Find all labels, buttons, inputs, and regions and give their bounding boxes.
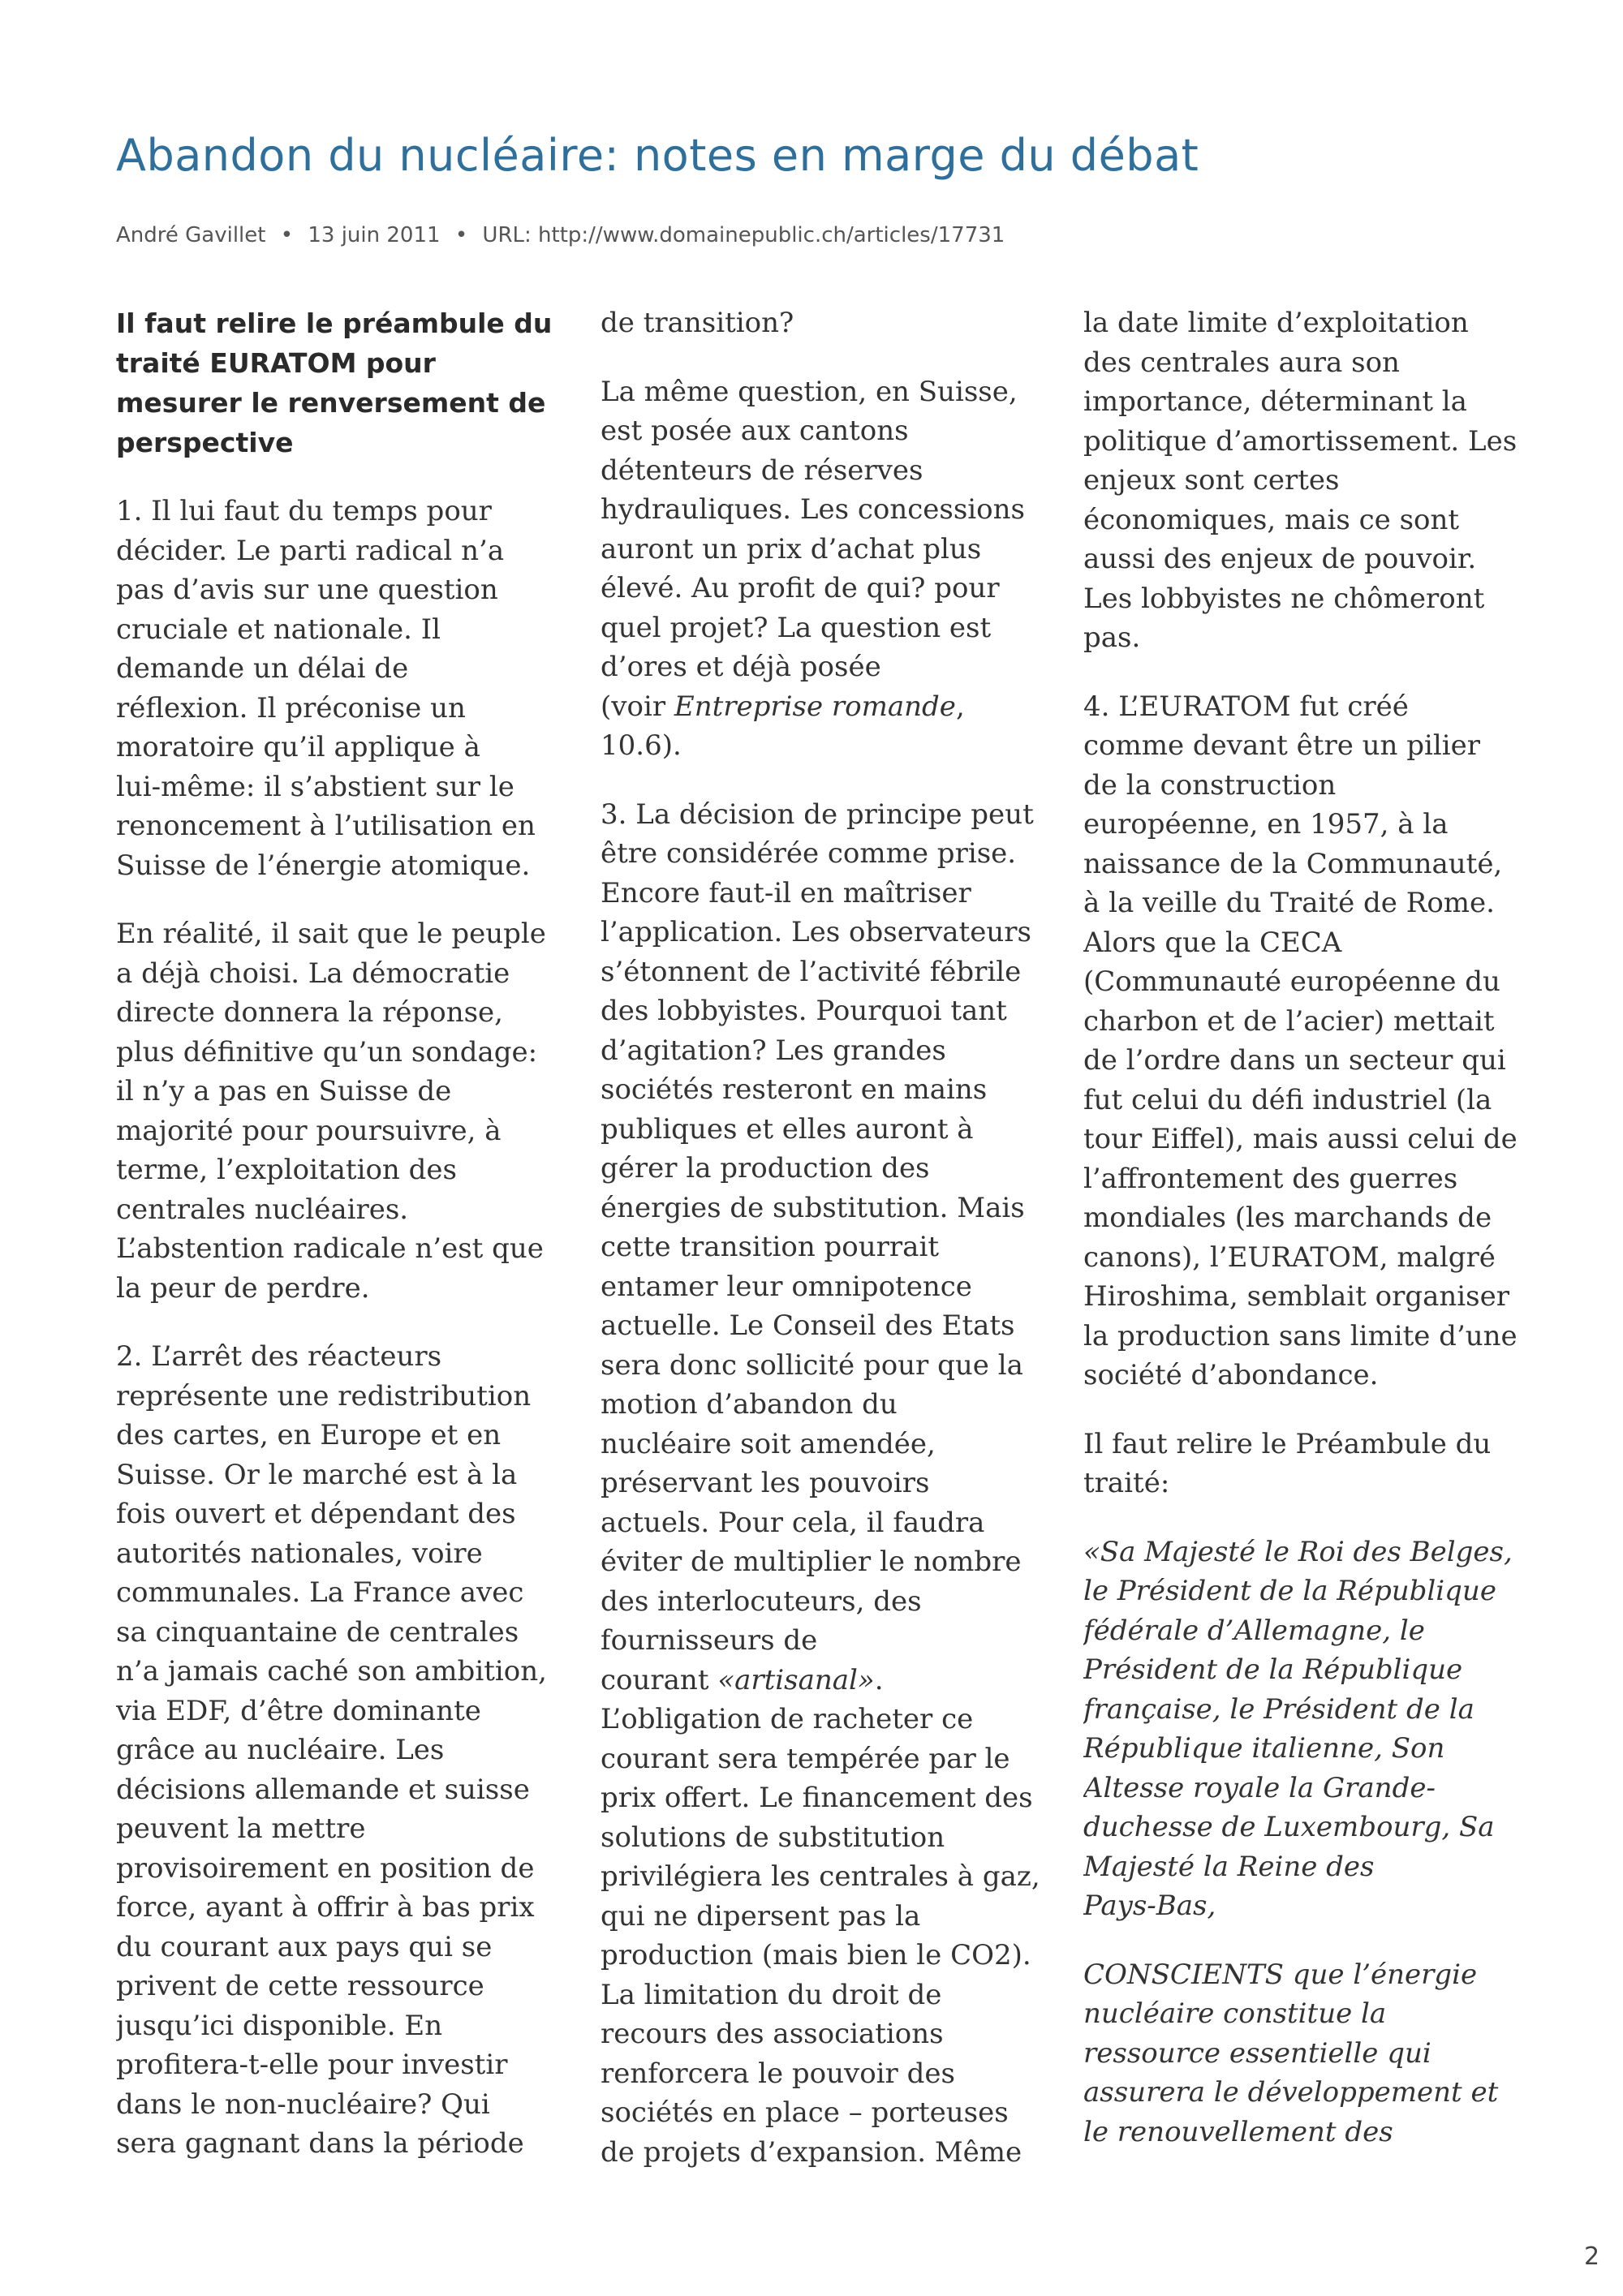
text-line: solutions de substitution [601, 1821, 945, 1854]
text-line: 1. Il lui faut du temps pour [116, 495, 492, 527]
treaty-quote [1083, 1533, 1526, 1926]
courant-line [601, 1661, 1043, 1701]
text-line: Pays-Bas, [1083, 1890, 1216, 1922]
text-line: nucléaire soit amendée, [601, 1427, 936, 1460]
text-line: Président de la République [1083, 1653, 1463, 1686]
treaty-quote [1083, 1955, 1526, 2152]
text-line: «Sa Majesté le Roi des Belges, [1083, 1535, 1513, 1568]
text-line: renforcera le pouvoir des [601, 2057, 955, 2090]
text-line: directe donnera la réponse, [116, 996, 503, 1029]
text-line: charbon et de l’acier) mettait [1083, 1004, 1495, 1038]
text-line: sa cinquantaine de centrales [116, 1615, 519, 1649]
text-line: le Président de la République [1083, 1575, 1496, 1607]
text-line: du courant aux pays qui se [116, 1930, 493, 1963]
text-line: la peur de perdre. [116, 1271, 370, 1305]
text-line: (Communauté européenne du [1083, 965, 1500, 998]
text-line: tour Eiffel), mais aussi celui de [1083, 1123, 1518, 1155]
paragraph [1083, 1425, 1526, 1503]
text-line: traité EURATOM pour [116, 347, 436, 379]
text-line: fois ouvert et dépendant des [116, 1498, 516, 1530]
text-line: de transition? [601, 307, 794, 339]
text-line: auront un prix d’achat plus [601, 532, 982, 565]
text-line: 3. La décision de principe peut [601, 798, 1034, 831]
ref-suffix: , [955, 690, 965, 723]
text-line: société d’abondance. [1083, 1359, 1379, 1391]
courant-quote: «artisanal» [717, 1663, 875, 1696]
text-line: CONSCIENTS que l’énergie [1083, 1958, 1478, 1991]
text-line: duchesse de Luxembourg, Sa [1083, 1811, 1495, 1843]
text-line: En réalité, il sait que le peuple [116, 918, 546, 950]
paragraph [116, 492, 558, 885]
text-line: recours des associations [601, 2018, 944, 2050]
text-line: enjeux sont certes [1083, 464, 1340, 497]
text-line: d’ores et déjà posée [601, 651, 881, 683]
text-line: décider. Le parti radical n’a [116, 534, 505, 567]
text-line: La limitation du droit de [601, 1978, 942, 2011]
text-line: 4. L’EURATOM fut créé [1083, 690, 1409, 723]
text-line: fédérale d’Allemagne, le [1083, 1614, 1425, 1647]
text-line: provisoirement en position de [116, 1851, 535, 1885]
text-line: privilégiera les centrales à gaz, [601, 1860, 1040, 1893]
text-line: a déjà choisi. La démocratie [116, 957, 510, 990]
text-line: communales. La France avec [116, 1576, 524, 1609]
text-line: mondiales (les marchands de [1083, 1202, 1492, 1234]
text-line: l’application. Les observateurs [601, 916, 1031, 948]
text-line: est posée aux cantons [601, 415, 909, 447]
text-line: la production sans limite d’une [1083, 1319, 1518, 1352]
ref-source-title: Entreprise romande [674, 690, 956, 723]
text-line: européenne, en 1957, à la [1083, 808, 1449, 841]
text-line: cette transition pourrait [601, 1231, 939, 1263]
text-line: Les lobbyistes ne chômeront [1083, 582, 1485, 615]
courant-suffix: . [874, 1663, 884, 1696]
paragraph [601, 372, 1043, 766]
text-line: sera gagnant dans la période [116, 2127, 524, 2160]
text-line: aussi des enjeux de pouvoir. [1083, 543, 1477, 575]
text-line: ressource essentielle qui [1083, 2036, 1431, 2070]
text-line: Il faut relire le Préambule du [1083, 1427, 1492, 1460]
text-line: peuvent la mettre [116, 1812, 366, 1845]
text-line: Alors que la CECA [1083, 926, 1342, 959]
paragraph [1083, 303, 1526, 658]
text-line: motion d’abandon du [601, 1388, 898, 1421]
text-line: réflexion. Il préconise un [116, 691, 466, 724]
paragraph [116, 1337, 558, 2164]
text-line: actuelle. Le Conseil des Etats [601, 1309, 1015, 1342]
lead-paragraph [116, 303, 558, 462]
reference-line [601, 687, 1043, 727]
text-line: fut celui du défi industriel (la [1083, 1083, 1492, 1116]
text-line: Majesté la Reine des [1083, 1850, 1375, 1883]
text-line: canons), l’EURATOM, malgré [1083, 1240, 1496, 1274]
text-line: élevé. Au profit de qui? pour [601, 572, 1000, 604]
text-line: comme devant être un pilier [1083, 729, 1480, 762]
text-line: profitera-t-elle pour investir [116, 2049, 508, 2081]
text-line: traité: [1083, 1467, 1170, 1499]
text-line: gérer la production des [601, 1152, 930, 1185]
text-column-2 [601, 303, 1043, 2194]
text-line: Hiroshima, semblait organiser [1083, 1280, 1510, 1313]
text-line: La même question, en Suisse, [601, 375, 1018, 408]
text-line: Il faut relire le préambule du [116, 307, 553, 339]
text-line: nucléaire constitue la [1083, 1997, 1387, 2030]
text-line: pas. [1083, 621, 1141, 654]
page-number: 2 [1584, 2242, 1600, 2271]
meta-separator: • [454, 223, 468, 247]
text-line: perspective [116, 427, 294, 458]
text-line: demande un délai de [116, 652, 409, 685]
courant-prefix: courant [601, 1663, 718, 1696]
text-line: la date limite d’exploitation [1083, 307, 1469, 339]
paragraph [601, 795, 1043, 2173]
text-line: courant sera tempérée par le [601, 1742, 1010, 1775]
text-line: de la construction [1083, 768, 1337, 802]
paragraph-lines [601, 372, 1043, 687]
article-url[interactable]: URL: http://www.domainepublic.ch/articles/17731 [482, 223, 1005, 247]
article-title: Abandon du nucléaire: notes en marge du débat [116, 130, 1199, 181]
text-line: de projets d’expansion. Même [601, 2135, 1022, 2169]
text-line: l’affrontement des guerres [1083, 1162, 1458, 1195]
text-line: centrales nucléaires. [116, 1193, 409, 1226]
text-line: 2. L’arrêt des réacteurs [116, 1340, 442, 1373]
text-line: L’obligation de racheter ce [601, 1703, 974, 1735]
text-line: grâce au nucléaire. Les [116, 1734, 445, 1766]
paragraph-lines [601, 795, 1043, 1661]
text-line: cruciale et nationale. Il [116, 613, 441, 646]
text-line: actuels. Pour cela, il faudra [601, 1506, 985, 1539]
text-line: plus définitive qu’un sondage: [116, 1035, 538, 1068]
text-line: entamer leur omnipotence [601, 1270, 972, 1303]
paragraph [1083, 687, 1526, 1395]
text-line: des lobbyistes. Pourquoi tant [601, 995, 1007, 1027]
text-line: autorités nationales, voire [116, 1537, 483, 1570]
text-line: privent de cette ressource [116, 1970, 484, 2002]
text-line: Altesse royale la Grande- [1083, 1771, 1436, 1804]
text-line: publiques et elles auront à [601, 1112, 974, 1146]
text-line: Encore faut-il en maîtriser [601, 876, 971, 909]
paragraph [601, 303, 1043, 343]
text-line: République italienne, Son [1083, 1732, 1445, 1765]
text-line: qui ne dipersent pas la [601, 1899, 921, 1933]
text-line: fournisseurs de [601, 1624, 818, 1657]
text-line: prix offert. Le financement des [601, 1782, 1033, 1814]
text-line: Suisse de l’énergie atomique. [116, 849, 531, 882]
text-line: représente une redistribution [116, 1379, 532, 1412]
text-line: le renouvellement des [1083, 2115, 1393, 2148]
publish-date: 13 juin 2011 [308, 223, 441, 247]
text-line: des centrales aura son [1083, 346, 1400, 379]
text-line: quel projet? La question est [601, 611, 992, 644]
text-line: Suisse. Or le marché est à la [116, 1458, 518, 1491]
text-line: sociétés resteront en mains [601, 1073, 988, 1106]
text-line: à la veille du Traité de Rome. [1083, 887, 1495, 919]
text-line: dans le non-nucléaire? Qui [116, 2087, 490, 2121]
text-line: d’agitation? Les grandes [601, 1034, 946, 1067]
text-line: politique d’amortissement. Les [1083, 424, 1518, 458]
text-line: L’abstention radicale n’est que [116, 1232, 544, 1265]
text-line: naissance de la Communauté, [1083, 847, 1503, 880]
text-line: mesurer le renversement de [116, 387, 546, 419]
text-line: terme, l’exploitation des [116, 1154, 457, 1186]
article-meta [116, 223, 1005, 247]
text-line: majorité pour poursuivre, à [116, 1114, 502, 1147]
paragraph-lines [601, 1700, 1043, 2172]
text-line: sociétés en place – porteuses [601, 2096, 1009, 2129]
text-line: préservant les pouvoirs [601, 1467, 930, 1499]
text-line: production (mais bien le CO2). [601, 1939, 1031, 1971]
text-line: assurera le développement et [1083, 2076, 1499, 2109]
text-line: lui-même: il s’abstient sur le [116, 770, 514, 803]
text-line: détenteurs de réserves [601, 454, 923, 487]
text-line: via EDF, d’être dominante [116, 1694, 481, 1727]
paragraph [116, 914, 558, 1308]
text-line: française, le Président de la [1083, 1692, 1474, 1726]
text-line: énergies de substitution. Mais [601, 1191, 1025, 1224]
meta-separator: • [280, 223, 294, 247]
text-line: pas d’avis sur une question [116, 574, 498, 606]
text-column-3 [1083, 303, 1526, 2194]
text-line: des interlocuteurs, des [601, 1584, 922, 1618]
text-line: force, ayant à offrir à bas prix [116, 1891, 535, 1924]
text-line: il n’y a pas en Suisse de [116, 1075, 452, 1107]
text-line: économiques, mais ce sont [1083, 503, 1460, 536]
text-line: sera donc sollicité pour que la [601, 1348, 1023, 1382]
author: André Gavillet [116, 223, 266, 247]
text-line: décisions allemande et suisse [116, 1773, 530, 1806]
text-column-1 [116, 303, 558, 2194]
text-line: des cartes, en Europe et en [116, 1419, 502, 1451]
text-line: de l’ordre dans un secteur qui [1083, 1044, 1506, 1077]
text-line: jusqu’ici disponible. En [116, 2009, 443, 2042]
text-line: n’a jamais caché son ambition, [116, 1655, 547, 1688]
text-line: moratoire qu’il applique à [116, 731, 480, 763]
reference-date: 10.6). [601, 729, 682, 762]
text-line: être considérée comme prise. [601, 837, 1017, 870]
text-line: s’étonnent de l’activité fébrile [601, 955, 1022, 988]
text-line: hydrauliques. Les concessions [601, 493, 1025, 526]
text-line: éviter de multiplier le nombre [601, 1546, 1022, 1578]
ref-prefix: (voir [601, 690, 674, 723]
text-line: importance, déterminant la [1083, 385, 1467, 418]
text-line: renoncement à l’utilisation en [116, 810, 536, 842]
